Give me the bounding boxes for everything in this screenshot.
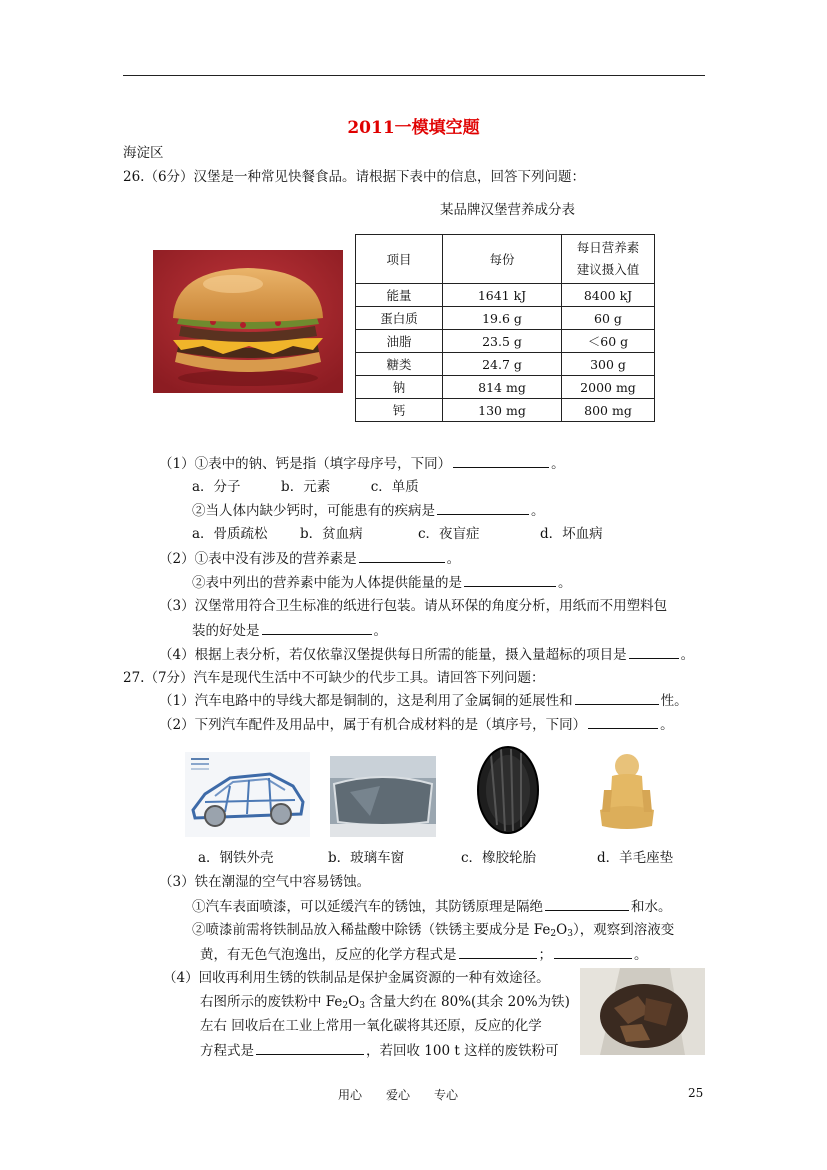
table-cell: 油脂 [356,330,443,353]
semicolon: ； [538,947,552,963]
period: 。 [551,456,565,472]
answer-blank[interactable] [262,620,372,635]
q27-p3b-text2: ），观察到溶液变 [572,922,675,938]
q27-p3a-text: ①汽车表面喷漆，可以延缓汽车的锈蚀，其防锈原理是隔绝 [192,899,543,915]
table-header-daily [562,235,655,284]
subscript: 3 [567,929,573,939]
table-cell: 24.7 g [443,353,562,376]
caption-b: b．玻璃车窗 [328,850,405,866]
q27-p4-l1: （4）回收再利用生锈的铁制品是保护金属资源的一种有效途径。 [163,970,550,986]
q27-p3: （3）铁在潮湿的空气中容易锈蚀。 [159,874,371,890]
car-frame-image [185,752,310,837]
q27-p1 [159,690,688,711]
q26-p2a-text: （2）①表中没有涉及的营养素是 [159,551,357,567]
table-row [356,376,655,399]
q27-p3b-text: ②喷漆前需将铁制品放入稀盐酸中除锈（铁锈主要成分是 Fe [192,922,551,938]
q27-p4-l4a: 方程式是 [200,1043,254,1059]
table-cell: 8400 kJ [562,284,655,307]
q26-p4-text: （4）根据上表分析，若仅依靠汉堡提供每日所需的能量，摄入量超标的项目是 [159,647,627,663]
header-rule [123,75,705,76]
q27-p2 [159,714,674,735]
table-header-daily-l2: 建议摄入值 [576,262,640,277]
footer-text: 用心 爱心 专心 [338,1088,459,1102]
table-cell: 814 mg [443,376,562,399]
period: 。 [446,551,461,567]
wool-seat-image [594,750,660,836]
q26-stem: 26.（6分）汉堡是一种常见快餐食品。请根据下表中的信息，回答下列问题： [123,169,586,185]
table-cell: 19.6 g [443,307,562,330]
table-row [356,284,655,307]
q26-p3-l2 [192,620,387,641]
q26-p1a-options: a．分子 b．元素 c．单质 [192,479,419,495]
table-cell: 蛋白质 [356,307,443,330]
period: 。 [373,623,387,639]
answer-blank[interactable] [437,500,529,515]
table-caption: 某品牌汉堡营养成分表 [440,202,575,218]
q26-p1b-option-c: c．夜盲症 [418,526,480,542]
table-header-row [356,235,655,284]
period: 。 [558,575,572,591]
q27-p4-l2c: 含量大约在 80%(其余 20%为铁) [364,994,570,1010]
table-header-daily-l1: 每日营养素 [576,240,640,255]
q27-p1-end: 性。 [660,693,688,709]
q27-p4-l2 [200,992,570,1016]
table-row [356,353,655,376]
q27-p4-l3: 左右 回收后在工业上常用一氧化碳将其还原，反应的化学 [200,1018,542,1034]
q26-p4 [159,644,694,665]
answer-blank[interactable] [359,548,445,563]
page-number: 25 [688,1086,704,1100]
table-row [356,399,655,422]
period: 。 [660,717,674,733]
q26-p1b-option-d: d．坏血病 [540,526,603,542]
table-header-item: 项目 [356,235,443,284]
period: 。 [531,503,545,519]
q27-p3b-l2 [200,944,648,965]
table-cell: 钠 [356,376,443,399]
caption-a: a．钢铁外壳 [198,850,274,866]
subscript: 2 [550,929,557,939]
table-cell: 能量 [356,284,443,307]
q27-p4-l2a: 右图所示的废铁粉中 Fe [200,994,343,1010]
car-window-image [330,756,436,837]
subscript: 2 [342,1001,349,1011]
q27-stem: 27.（7分）汽车是现代生活中不可缺少的代步工具。请回答下列问题： [123,670,545,686]
q26-p2b-text: ②表中列出的营养素中能为人体提供能量的是 [192,575,462,591]
table-cell: 1641 kJ [443,284,562,307]
q27-p3b-l2-text: 黄，有无色气泡逸出，反应的化学方程式是 [200,947,457,963]
q27-p4-l4 [200,1040,559,1061]
table-header-per-serving: 每份 [443,235,562,284]
q26-p1b-text: ②当人体内缺少钙时，可能患有的疾病是 [192,503,435,519]
answer-blank[interactable] [459,944,537,959]
answer-blank[interactable] [453,453,549,468]
table-cell: 钙 [356,399,443,422]
table-cell: 60 g [562,307,655,330]
table-cell: 糖类 [356,353,443,376]
q27-p3a-end: 和水。 [631,899,672,915]
answer-blank[interactable] [464,572,556,587]
table-cell: ＜60 g [562,330,655,353]
table-cell: 130 mg [443,399,562,422]
table-row [356,330,655,353]
period: 。 [634,947,648,963]
q26-p1b [192,500,545,521]
iron-powder-photo [580,968,705,1055]
q26-p3-l2-text: 装的好处是 [192,623,260,639]
table-cell: 800 mg [562,399,655,422]
q27-p1-text: （1）汽车电路中的导线大都是铜制的，这是利用了金属铜的延展性和 [159,693,573,709]
answer-blank[interactable] [545,896,629,911]
q27-p3b-l1 [192,920,674,944]
answer-blank[interactable] [256,1040,364,1055]
q26-p1b-option-a: a．骨质疏松 [192,526,268,542]
nutrition-table [355,234,655,422]
answer-blank[interactable] [588,714,658,729]
caption-c: c．橡胶轮胎 [461,850,537,866]
q26-p2b [192,572,572,593]
subscript: 3 [359,1001,365,1011]
oxygen-symbol: O [348,994,360,1010]
q27-p3a [192,896,672,917]
table-row [356,307,655,330]
answer-blank[interactable] [575,690,659,705]
district-label: 海淀区 [123,145,164,161]
oxygen-symbol: O [556,922,568,938]
hamburger-photo [153,250,343,393]
q26-p1b-option-b: b．贫血病 [300,526,363,542]
q26-p1a-text: （1）①表中的钠、钙是指（填字母序号，下同） [159,456,452,472]
tire-image [475,745,541,836]
q27-p4-l4b: ，若回收 100 t 这样的废铁粉可 [366,1043,559,1059]
q26-p3-l1: （3）汉堡常用符合卫生标准的纸进行包装。请从环保的角度分析，用纸而不用塑料包 [159,598,668,614]
q26-p1a [159,453,565,474]
caption-d: d．羊毛座垫 [597,850,674,866]
period: 。 [680,647,695,663]
table-cell: 300 g [562,353,655,376]
q27-p2-text: （2）下列汽车配件及用品中，属于有机合成材料的是（填序号，下同） [159,717,587,733]
answer-blank[interactable] [629,644,679,659]
answer-blank[interactable] [554,944,632,959]
table-cell: 23.5 g [443,330,562,353]
q26-p2a [159,548,460,569]
page-title: 2011一模填空题 [347,118,480,138]
table-cell: 2000 mg [562,376,655,399]
